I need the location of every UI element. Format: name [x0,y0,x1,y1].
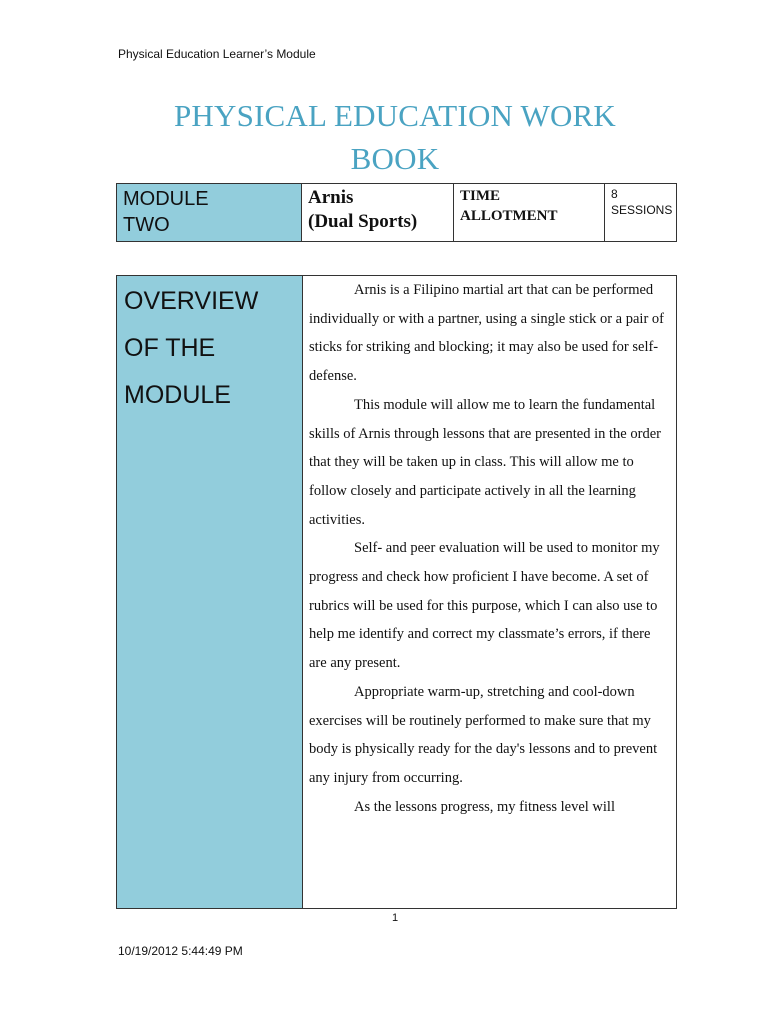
module-info-table [116,183,677,242]
overview-label-cell [117,276,303,909]
time-allotment-line1: TIME [460,188,501,204]
sessions-count: 8 [611,187,618,201]
overview-label-line3: MODULE [124,381,231,409]
time-allotment-line2: ALLOTMENT [460,208,558,224]
page-number: 1 [392,912,399,924]
overview-table [116,275,677,909]
module-label-line2: TWO [123,214,170,236]
print-timestamp: 10/19/2012 5:44:49 PM [118,944,243,958]
overview-body-cell [303,276,677,909]
overview-paragraph: Self- and peer evaluation will be used to monitor my progress and check how proficient I have become. A set of rubrics will be used for this purpose, which I can also use to help me identify and correct my classmate’s errors, if there are any present. [309,540,660,672]
running-header: Physical Education Learner’s Module [118,47,316,61]
module-topic-line2: (Dual Sports) [308,211,418,232]
module-label-cell [117,184,302,242]
overview-label-line2: OF THE [124,334,216,362]
overview-row [117,276,677,909]
time-allotment-cell [454,184,605,242]
page-title [120,94,670,180]
overview-paragraph: As the lessons progress, my fitness level will [354,798,615,815]
module-label-line1: MODULE [123,188,209,210]
overview-paragraph: This module will allow me to learn the fundamental skills of Arnis through lessons that are presented in the order that they will be taken up in class. This will allow me to follow closely and participate actively in all the learning activities. [309,396,661,528]
page-title-line1: PHYSICAL EDUCATION WORK [173,98,617,133]
module-info-row [117,184,677,242]
overview-paragraph: Arnis is a Filipino martial art that can be performed individually or with a partner, using a single stick or a pair of sticks for striking and blocking; it may also be used for self-defense. [309,282,664,385]
overview-label-line1: OVERVIEW [124,287,259,315]
sessions-label: SESSIONS [611,203,673,217]
page-title-line2: BOOK [350,141,440,176]
sessions-cell [605,184,677,242]
overview-paragraph: Appropriate warm-up, stretching and cool-down exercises will be routinely performed to make sure that my body is physically ready for the day's lessons and to prevent any injury from occurring. [309,683,658,786]
module-topic-line1: Arnis [308,187,354,208]
module-topic-cell [302,184,454,242]
